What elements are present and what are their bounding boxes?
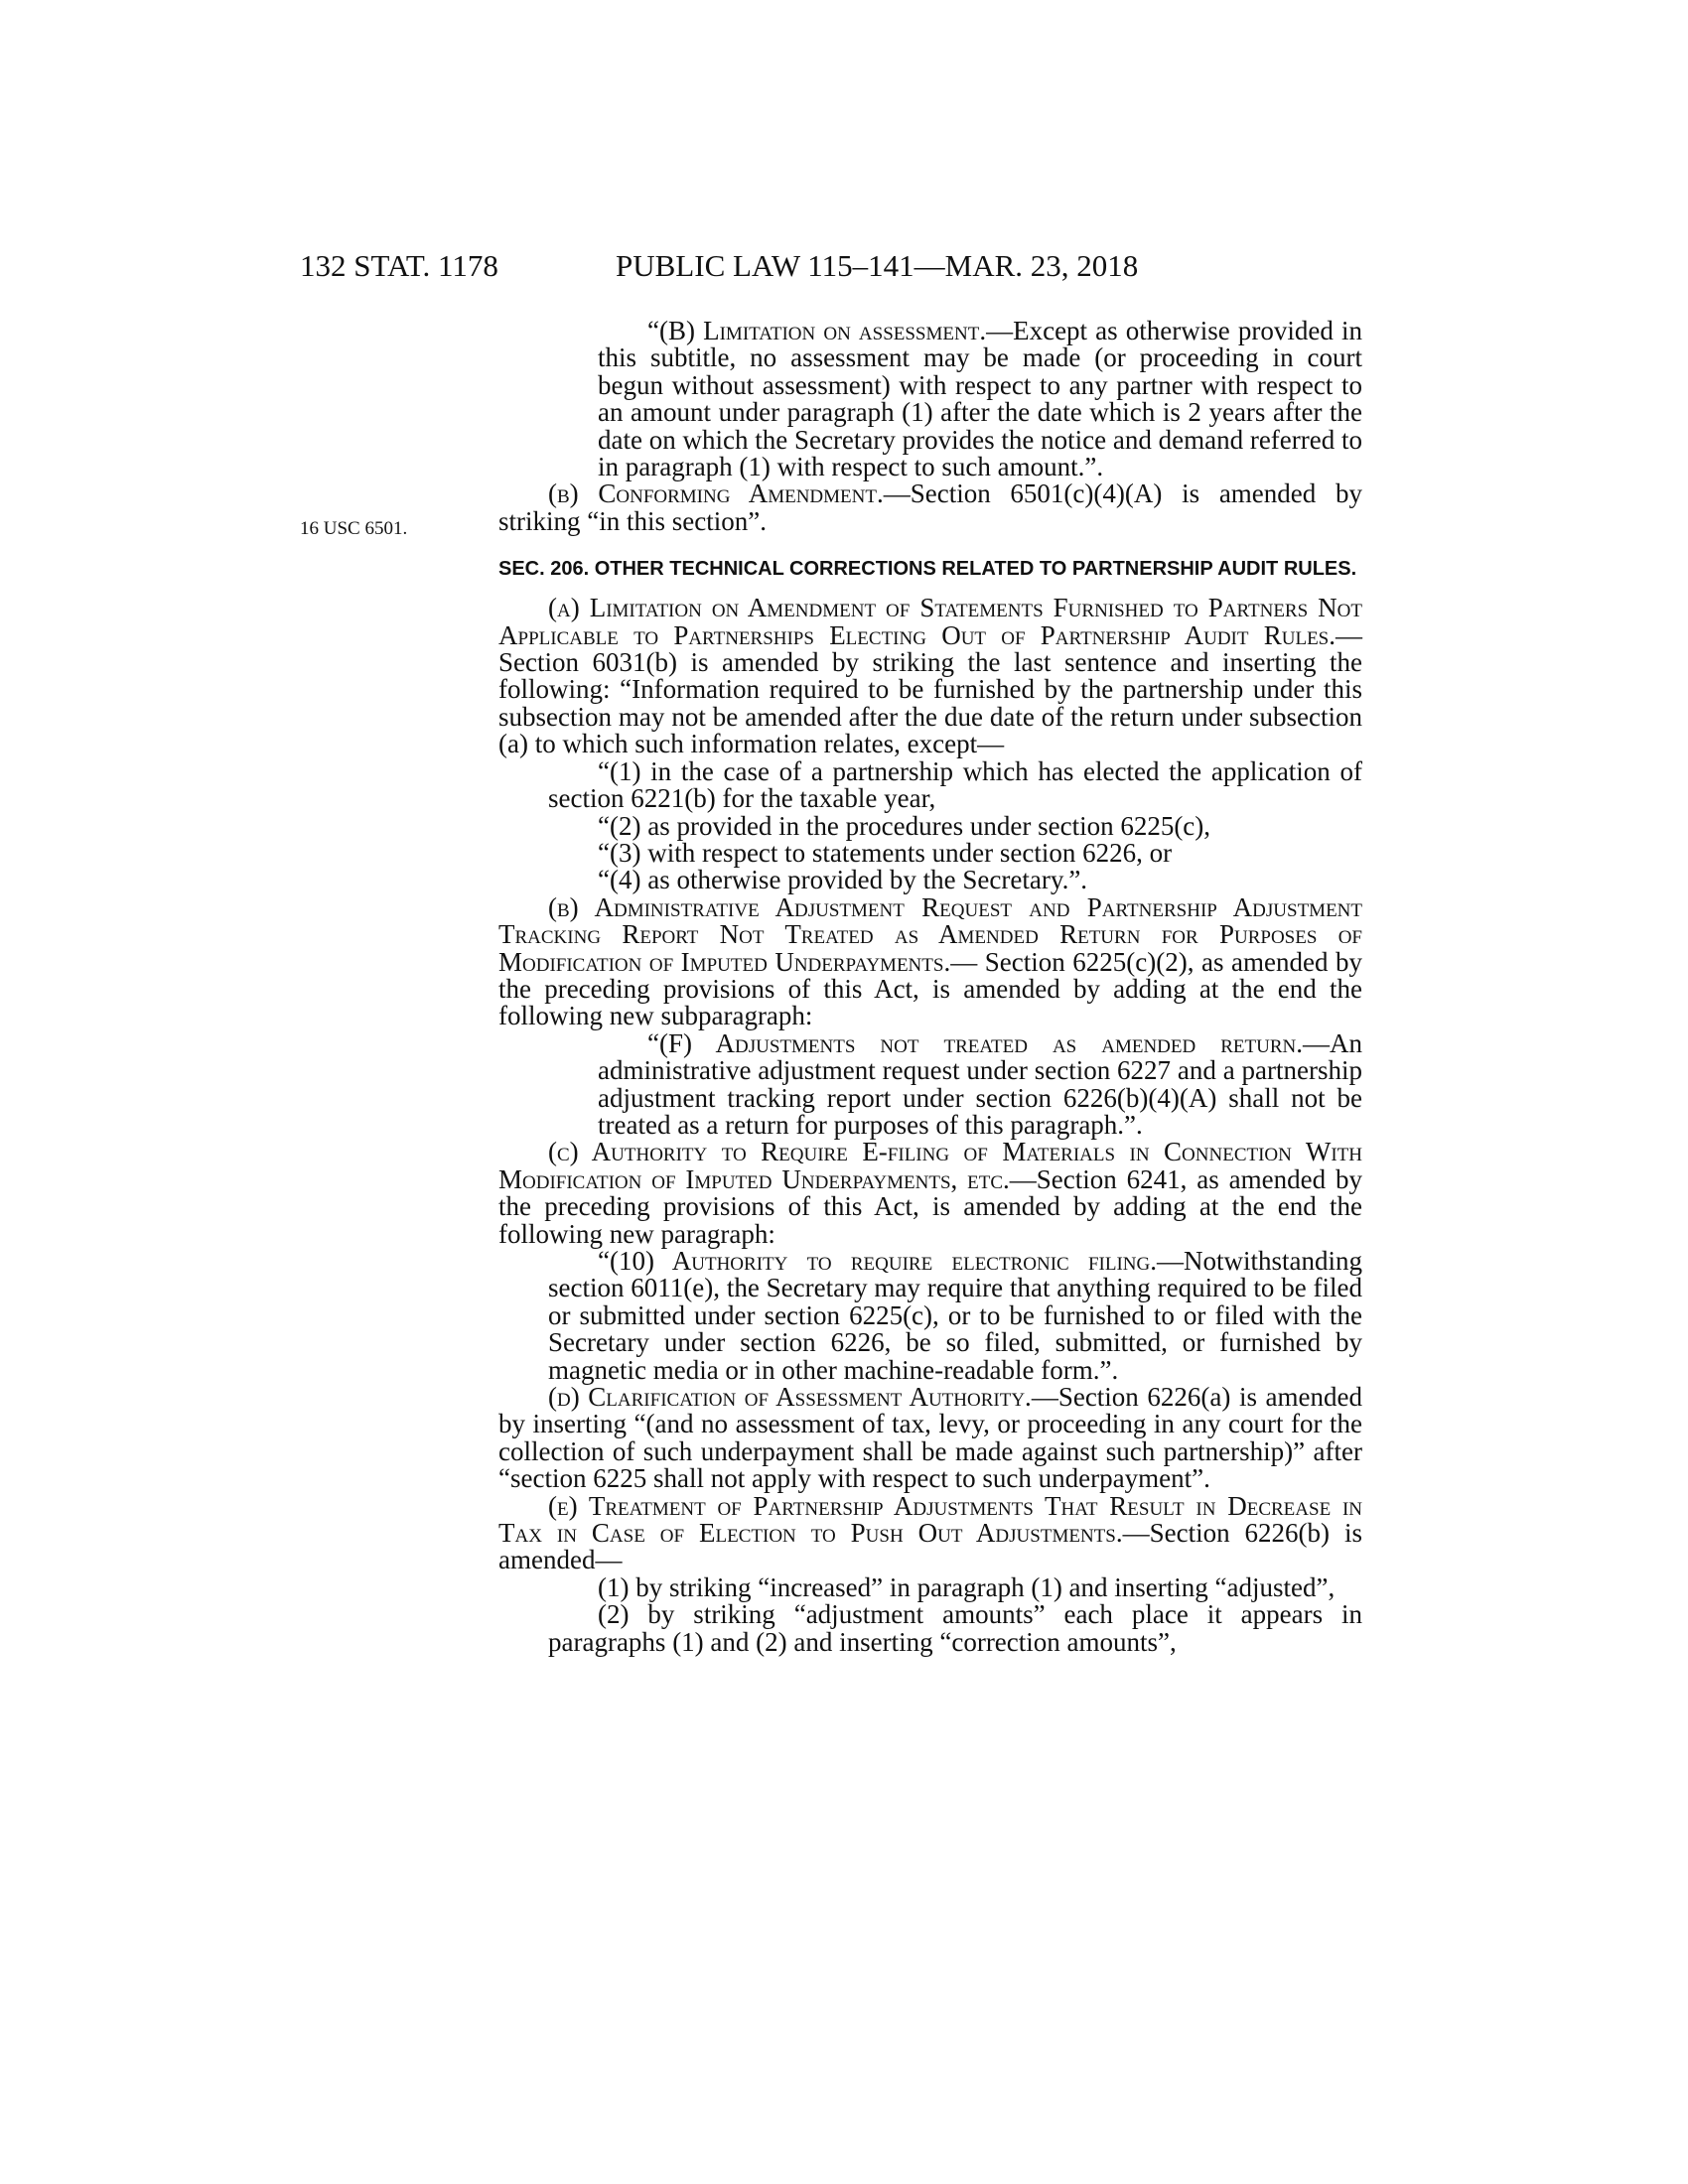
paragraph-f xyxy=(498,1027,1362,1140)
paragraph-text: —Section 6241, as amended by the preceding provisions of this Act, is amended by adding at the end the following new paragraph: xyxy=(498,1163,1362,1249)
paragraph-heading: (b) Administrative Adjustment Request and Partnership Adjustment Tracking Report Not Treated as Amended Return for Purposes of Modification of Imputed Underpayments. xyxy=(498,891,1362,977)
paragraph-heading: (b) Conforming Amendment. xyxy=(548,478,884,509)
paragraph-text: — Section 6225(c)(2), as amended by the preceding provisions of this Act, is amended by adding at the end the following new subparagraph: xyxy=(498,946,1362,1031)
paragraph-heading: “(B) Limitation on assessment. xyxy=(647,316,987,345)
margin-note: 16 USC 6501. xyxy=(300,518,408,539)
list-item: “(4) as otherwise provided by the Secretary.”. xyxy=(598,865,1088,895)
list-item: “(3) with respect to statements under section 6226, or xyxy=(598,837,1173,868)
list-item: “(1) in the case of a partnership which has elected the application of section 6221(b) for the taxable year, xyxy=(548,755,1362,814)
statute-page-number: 132 STAT. 1178 xyxy=(300,248,498,283)
paragraph-limitation-on-assessment xyxy=(498,318,1362,480)
list-item: “(2) as provided in the procedures under section 6225(c), xyxy=(598,810,1211,841)
paragraph-e xyxy=(498,1490,1362,1575)
paragraph-text: —Except as otherwise provided in this subtitle, no assessment may be made (or proceeding in court begun without assessment) with respect to any partner with respect to an amount under paragraph (1) after the date which is 2 years after the date on which the Secretary provides the notice and demand referred to in paragraph (1) with respect to such amount.”. xyxy=(598,316,1362,482)
paragraph-text: —Section 6226(b) is amended— xyxy=(498,1518,1362,1575)
paragraph-text: —Section 6501(c)(4)(A) is amended by striking “in this section”. xyxy=(498,478,1362,536)
paragraph-text: —Section 6031(b) is amended by striking the last sentence and inserting the following: “Information required to be furnished by the partnership under this subsection may not be amended after the due date of the return under subsection (a) to which such information relates, except— xyxy=(498,619,1362,759)
running-header: PUBLIC LAW 115–141—MAR. 23, 2018 xyxy=(616,248,1139,283)
paragraph-c xyxy=(498,1139,1362,1248)
paragraph-conforming-amendment xyxy=(498,480,1362,535)
section-heading: SEC. 206. OTHER TECHNICAL CORRECTIONS RELATED TO PARTNERSHIP AUDIT RULES. xyxy=(498,558,1357,581)
document-body xyxy=(498,318,1362,1656)
paragraph-heading: “(10) Authority to require electronic filing. xyxy=(598,1246,1157,1276)
paragraph-heading: (c) Authority to Require E-filing of Materials in Connection With Modification of Imputed Underpayments, etc. xyxy=(498,1137,1362,1194)
paragraph-heading: (d) Clarification of Assessment Authority. xyxy=(548,1382,1032,1413)
paragraph-text: —Notwithstanding section 6011(e), the Secretary may require that anything required to be filed or submitted under section 6225(c), or to be furnished to or filed with the Secretary under section 6226, be so filed, submitted, or furnished by magnetic media or in other machine-readable form.”. xyxy=(548,1246,1362,1385)
paragraph-text: —Section 6226(a) is amended by inserting “(and no assessment of tax, levy, or proceeding in any court for the collection of such underpayment shall be made against such partnership)” after “section 6225 shall not apply with respect to such underpayment”. xyxy=(498,1382,1362,1494)
paragraph-text: —An administrative adjustment request under section 6227 and a partnership adjustment tracking report under section 6226(b)(4)(A) shall not be treated as a return for purposes of this paragraph.”. xyxy=(598,1027,1362,1140)
paragraph-10 xyxy=(498,1248,1362,1384)
paragraph-heading: (e) Treatment of Partnership Adjustments That Result in Decrease in Tax in Case of Election to Push Out Adjustments. xyxy=(498,1490,1362,1549)
list-item: (1) by striking “increased” in paragraph (1) and inserting “adjusted”, xyxy=(598,1571,1336,1602)
paragraph-heading: “(F) Adjustments not treated as amended return. xyxy=(647,1027,1303,1058)
paragraph-b xyxy=(498,891,1362,1031)
list-item: (2) by striking “adjustment amounts” each place it appears in paragraphs (1) and (2) and inserting “correction amounts”, xyxy=(548,1599,1362,1657)
paragraph-a xyxy=(498,595,1362,757)
paragraph-d xyxy=(498,1384,1362,1493)
paragraph-heading: (a) Limitation on Amendment of Statements Furnished to Partners Not Applicable to Partnerships Electing Out of Partnership Audit Rules. xyxy=(498,593,1362,650)
